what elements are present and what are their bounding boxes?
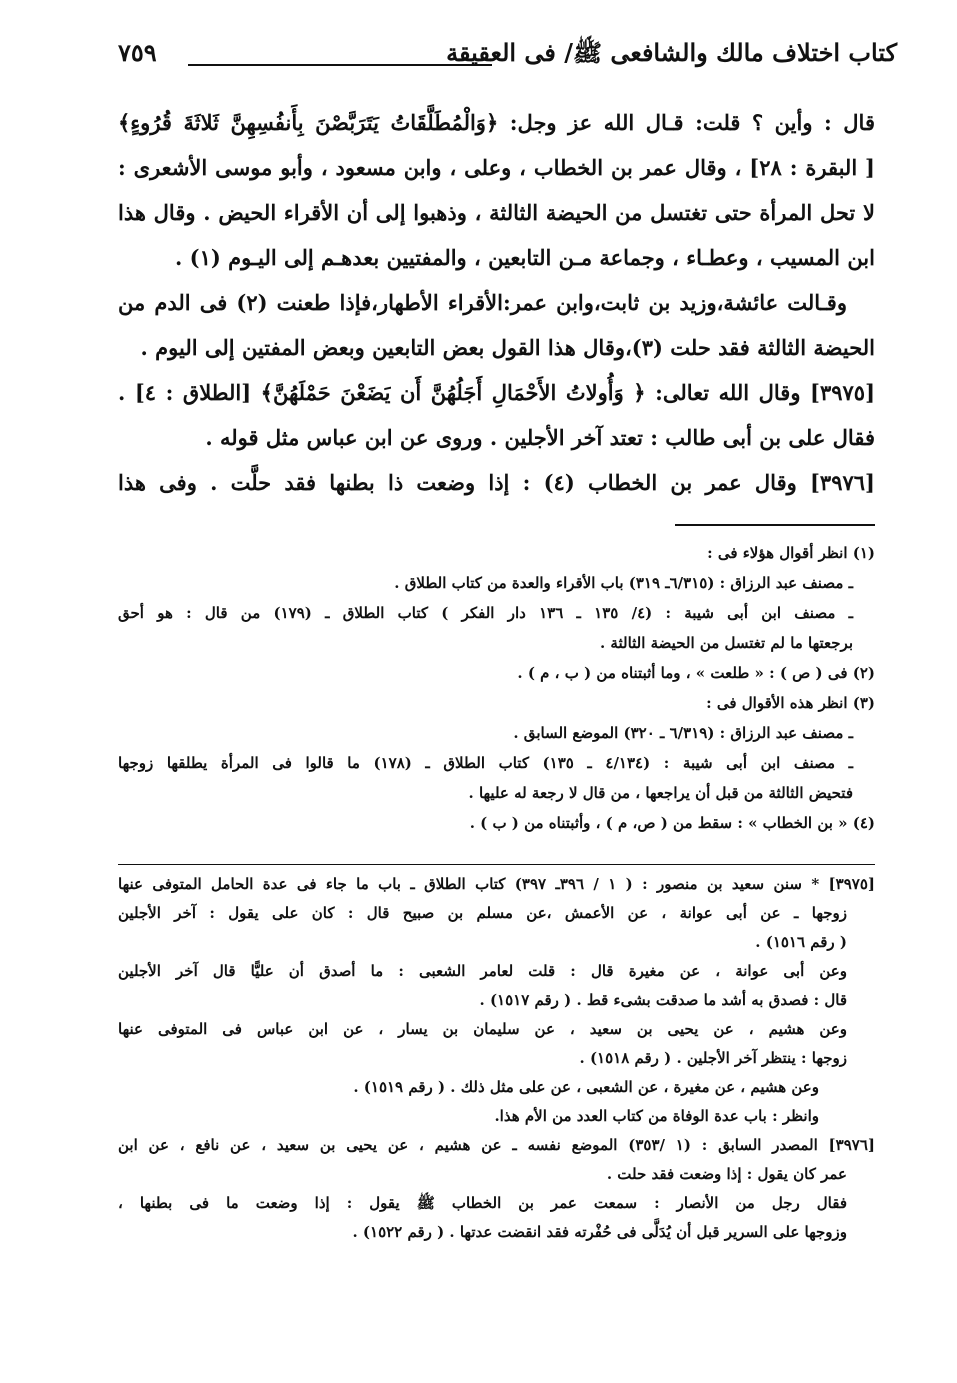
- footnote-line: (٢) فى ( ص ) : « طلعت » ، وما أثبتناه من ( ب ، م ) .: [517, 664, 875, 682]
- hadith-line: وعن أبى عوانة ، عن مغيرة قال : قلت لعامر الشعبى : ما أصدق أن عليًّا قال آخر الأجلين: [118, 962, 847, 980]
- hadith-line: وانظر : باب عدة الوفاة من كتاب العدد من الأم هذا.: [494, 1107, 819, 1125]
- hadith-line: وعن هشيم ، عن يحيى بن سعيد ، عن سليمان بن يسار ، عن ابن عباس فى المتوفى عنها: [118, 1020, 847, 1038]
- hadith-line: زوجها ـ عن أبى عوانة ، عن الأعمش ،عن مسلم بن صبيح قال : كان على يقول : آخر الأجلين: [118, 904, 847, 922]
- footnote-line: ـ مصنف عبد الرزاق : (٦/٣١٥ـ ٣١٩) باب الأقراء والعدة من كتاب الطلاق .: [394, 574, 853, 592]
- running-title: كتاب اختلاف مالك والشافعى ﷺ/ فى العقيقة: [446, 38, 897, 67]
- footnote-line: (١) انظر أقوال هؤلاء فى :: [707, 544, 875, 562]
- footnote-separator: [675, 524, 875, 526]
- header-rule: [188, 64, 492, 66]
- main-line: [ البقرة : ٢٨] ، وقال عمر بن الخطاب ، وعلى ، وابن مسعود ، وأبو موسى الأشعرى :: [118, 155, 875, 180]
- main-line: [٣٩٧٥] وقال الله تعالى: ﴿ وَأُولاتُ الأَحْمَالِ أَجَلُهُنَّ أَن يَضَعْنَ حَمْلَهُنَّ﴾ [الطلاق : ٤] .: [118, 380, 876, 405]
- hadith-line: وزوجها على السرير قبل أن يُدَلَّى فى حُفْرته فقد انقضت عدتها . ( رقم ١٥٢٢) .: [352, 1223, 847, 1241]
- main-line: [٣٩٧٦] وقال عمر بن الخطاب (٤) : إذا وضعت ذا بطنها فقد حلَّت . وفى هذا: [118, 470, 875, 495]
- hadith-line: قال : فصدق به أشد ما صدقت بشىء قط . ( رقم ١٥١٧) .: [479, 991, 847, 1009]
- page-number: ٧٥٩: [118, 38, 157, 67]
- footnote-line: (٣) انظر هذه الأقوال فى :: [706, 694, 875, 712]
- hadith-separator: [118, 864, 875, 865]
- footnote-line: ـ مصنف عبد الرزاق : (٦/٣١٩ ـ ٣٢٠) الموضع السابق .: [513, 724, 853, 742]
- main-text: [118, 100, 875, 505]
- hadith-line: وعن هشيم ، عن مغيرة ، عن الشعبى ، عن على مثل ذلك . ( رقم ١٥١٩) .: [353, 1078, 819, 1096]
- hadith-line: [٣٩٧٦] المصدر السابق : (١ /٣٥٣) الموضع نفسه ـ عن هشيم ، عن يحيى بن سعيد ، عن نافع ، عن ابن: [118, 1136, 876, 1154]
- main-line: وقـالت عائشة،وزيد بن ثابت،وابن عمر:الأقراء الأطهار،فإذا طعنت (٢) فى الدم من: [118, 290, 847, 315]
- main-line: لا تحل المرأة حتى تغتسل من الحيضة الثالثة ، وذهبوا إلى أن الأقراء الحيض . وقال هذا: [118, 200, 875, 225]
- hadith-references: [118, 870, 875, 1247]
- hadith-line: [٣٩٧٥] * سنن سعيد بن منصور : ( ١ / ٣٩٦ـ ٣٩٧) كتاب الطلاق ـ باب ما جاء فى عدة الحامل المتوفى عنها: [118, 875, 875, 893]
- main-line: فقال على بن أبى طالب : تعتد آخر الأجلين . وروى عن ابن عباس مثل قوله .: [205, 425, 875, 450]
- hadith-line: فقال رجل من الأنصار : سمعت عمر بن الخطاب ﷺ يقول : إذا وضعت ما فى بطنها ،: [118, 1194, 847, 1212]
- footnote-line: فتحيض الثالثة من قبل أن يراجعها ، من قال لا رجعة له عليها .: [468, 784, 853, 802]
- footnote-line: ـ مصنف ابن أبى شيبة : (٤/١٣٤ ـ ١٣٥) كتاب الطلاق ـ (١٧٨) ما قالوا فى المرأة يطلقها زوجها: [118, 754, 853, 772]
- main-line: الحيضة الثالثة فقد حلت (٣)،وقال هذا القول بعض التابعين وبعض المفتين إلى اليوم .: [140, 335, 875, 360]
- hadith-line: زوجها : ينتظر آخر الأجلين . ( رقم ١٥١٨) .: [579, 1049, 847, 1067]
- footnote-line: ـ مصنف ابن أبى شيبة : (٤/ ١٣٥ ـ ١٣٦ دار الفكر ) كتاب الطلاق ـ (١٧٩) من قال : هو أحق: [118, 604, 854, 622]
- hadith-line: عمر كان يقول : إذا وضعت فقد حلت .: [606, 1165, 847, 1183]
- footnote-line: (٤) « بن الخطاب » : سقط من ( ص، م ) ، وأثبتناه من ( ب ) .: [469, 814, 875, 832]
- footnotes: [118, 538, 875, 838]
- page-header: [118, 38, 897, 82]
- footnote-line: برجعتها ما لم تغتسل من الحيضة الثالثة .: [599, 634, 853, 652]
- hadith-line: ( رقم ١٥١٦) .: [755, 933, 847, 951]
- main-line: قال : وأين ؟ قلت: قـال الله عز وجل: ﴿وَالْمُطَلَّقَاتُ يَتَرَبَّصْنَ بِأَنفُسِهِنَّ ثَلاثَةَ قُرُوءٍ﴾: [118, 110, 875, 135]
- main-line: ابن المسيب ، وعطـاء ، وجماعة مـن التابعين ، والمفتيين بعدهـم إلى اليـوم (١) .: [175, 245, 875, 270]
